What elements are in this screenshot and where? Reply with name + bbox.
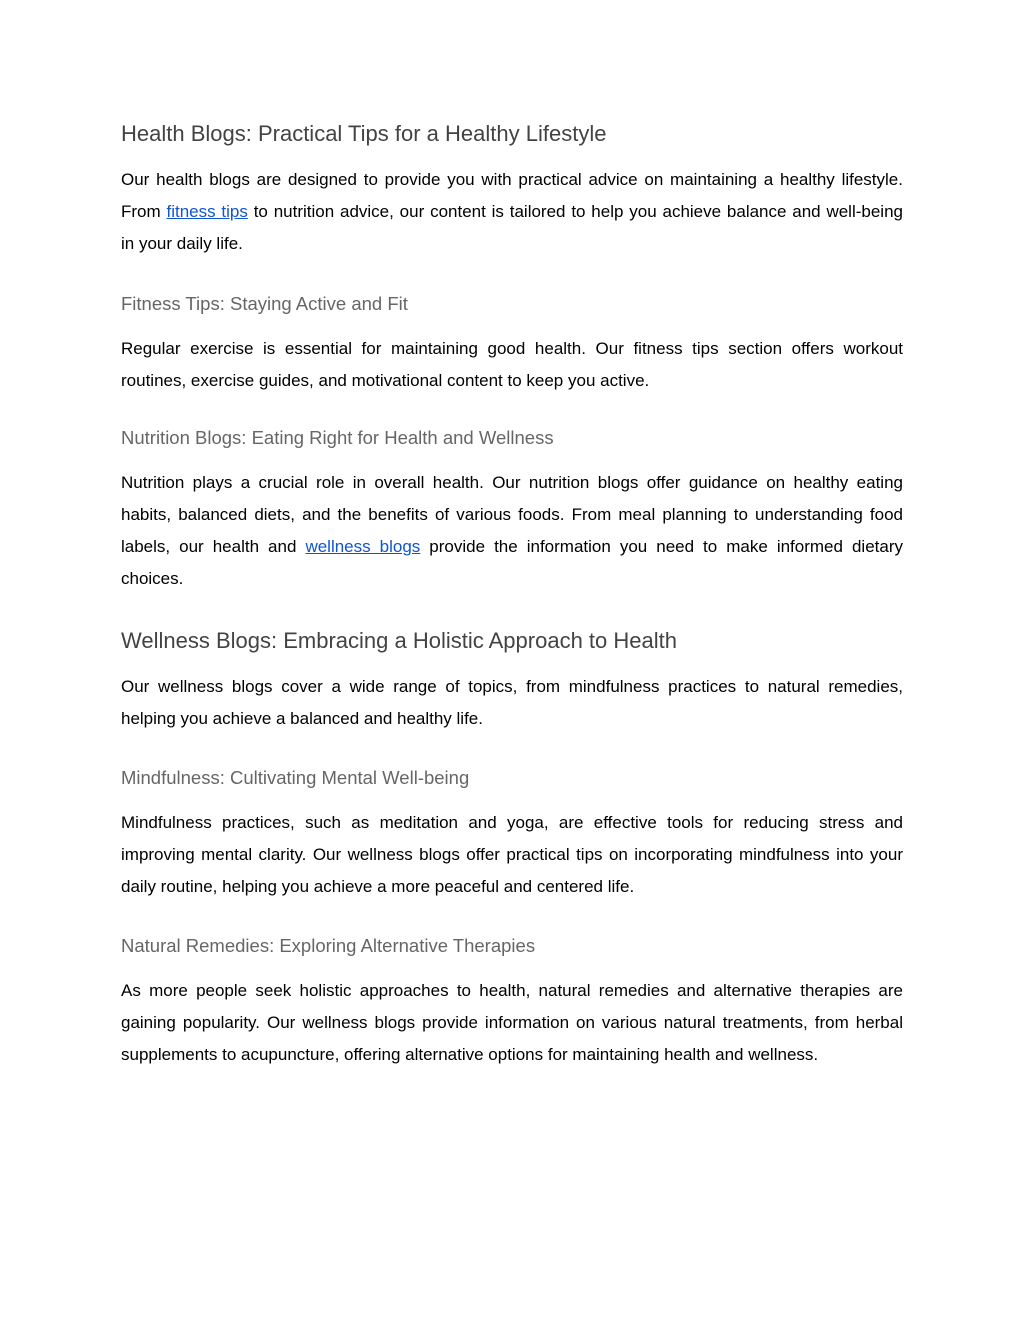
wellness-paragraph: Our wellness blogs cover a wide range of topics, from mindfulness practices to natural remedies, helping you achieve a balanced and healthy life. [121,677,903,728]
nutrition-text-start: Nutrition plays a crucial role in overall health. Our nutrition blogs offer guidance on healthy eating habits, balanced diets, and the benefits of various foods. From meal planning to understanding food labels, our health and [121,473,903,556]
nutrition-paragraph [121,467,903,595]
intro-text-end: to nutrition advice, our content is tailored to help you achieve balance and well-being in your daily life. [121,202,903,253]
nutrition-text-end: provide the information you need to make informed dietary choices. [121,537,904,588]
nutrition-heading: Nutrition Blogs: Eating Right for Health and Wellness [121,427,554,448]
page-title: Health Blogs: Practical Tips for a Healthy Lifestyle [121,121,607,146]
mindfulness-heading: Mindfulness: Cultivating Mental Well-being [121,767,470,788]
fitness-heading: Fitness Tips: Staying Active and Fit [121,293,408,314]
fitness-paragraph: Regular exercise is essential for maintaining good health. Our fitness tips section offers workout routines, exercise guides, and motivational content to keep you active. [121,339,903,390]
wellness-heading: Wellness Blogs: Embracing a Holistic Approach to Health [121,628,677,653]
fitness-tips-link[interactable]: fitness tips [166,202,248,221]
document-page [121,116,903,1071]
mindfulness-paragraph: Mindfulness practices, such as meditation and yoga, are effective tools for reducing stress and improving mental clarity. Our wellness blogs offer practical tips on incorporating mindfulness into your daily routine, helping you achieve a more peaceful and centered life. [121,813,903,896]
intro-text-start: Our health blogs are designed to provide you with practical advice on maintaining a healthy lifestyle. From [121,170,903,221]
remedies-heading: Natural Remedies: Exploring Alternative Therapies [121,935,536,956]
wellness-blogs-link[interactable]: wellness blogs [305,537,421,556]
intro-paragraph [121,164,903,260]
remedies-paragraph: As more people seek holistic approaches to health, natural remedies and alternative therapies are gaining popularity. Our wellness blogs provide information on various natural treatments, from herbal supplements to acupuncture, offering alternative options for maintaining health and wellness. [121,981,903,1064]
